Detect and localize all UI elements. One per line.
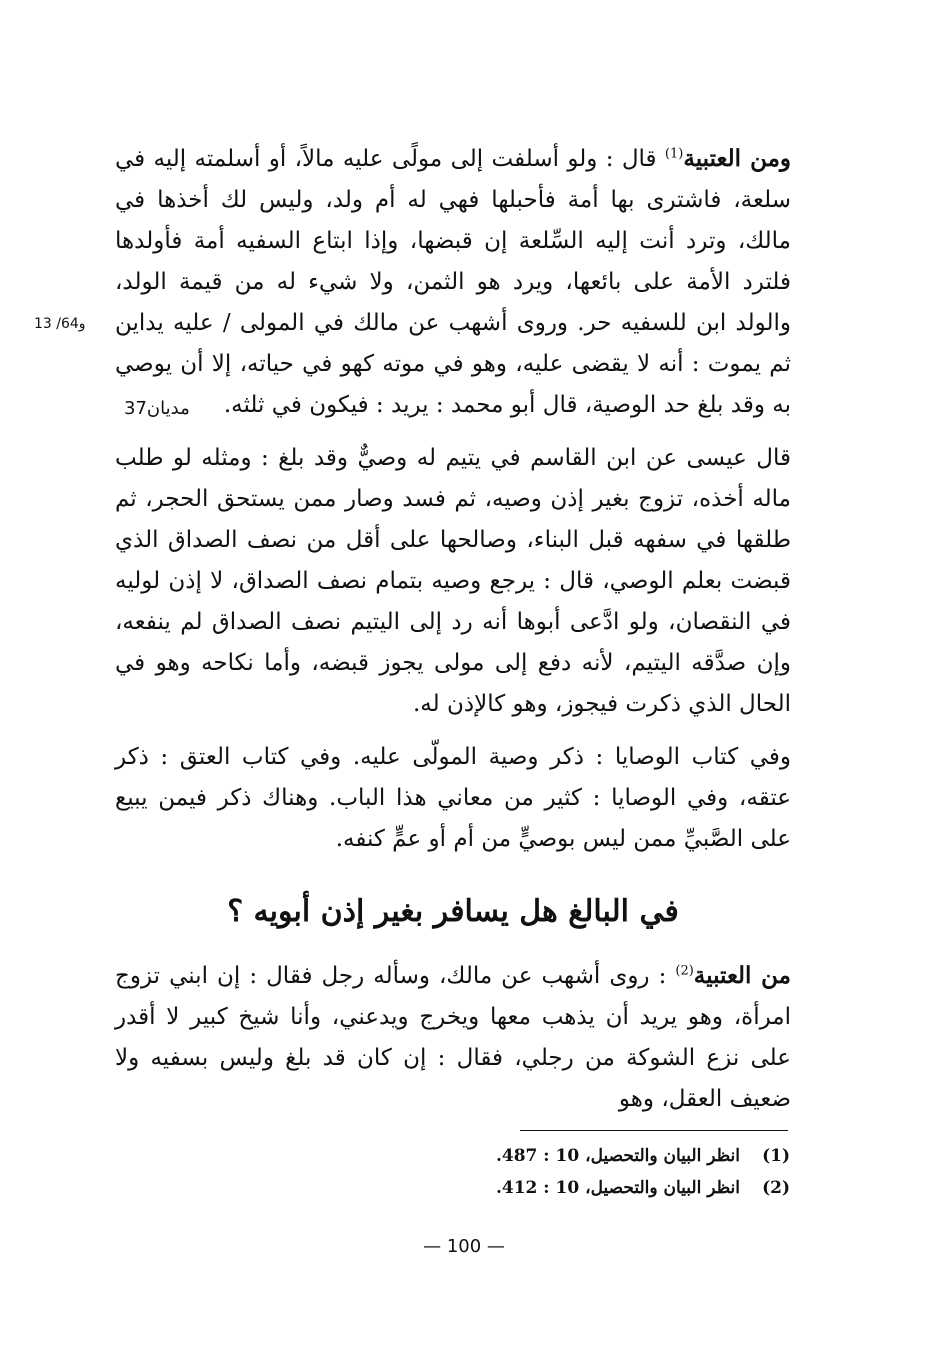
- footnote-number: (1): [762, 1146, 790, 1166]
- paragraph-4: [115, 955, 791, 1120]
- margin-manuscript-ref: 13 /64و: [34, 316, 86, 332]
- footnote-ref-1: (1): [664, 146, 684, 162]
- footnote-ref-2: (2): [675, 963, 694, 979]
- section-heading: في البالغ هل يسافر بغير إذن أبويه ؟: [227, 894, 679, 929]
- paragraph-1-text: قال : ولو أسلفت إلى مولًى عليه مالاً، أو أسلمته إليه في سلعة، فاشترى بها أمة فأحبلها فهي له أم ولد، وليس لك أخذها في مالك، وترد أنت إليه السِّلعة إن قبضها، وإذا ابتاع السفيه أمة فأولدها فلترد الأمة على بائعها، ويرد هو الثمن، ولا شيء له من قيمة الولد، والولد ابن للسفيه حر. وروى أشهب عن مالك في المولى / عليه يداين ثم يموت : أنه لا يقضى عليه، وهو في موته كهو في حياته، إلا أن يوصي به وقد بلغ حد الوصية، قال أبو محمد : يريد : فيكون في ثلثه.: [115, 146, 791, 418]
- footnote-divider: [520, 1130, 788, 1131]
- footnote-1: [420, 1140, 790, 1172]
- paragraph-4-text: : روى أشهب عن مالك، وسأله رجل فقال : إن ابني تزوج امرأة، وهو يريد أن يذهب معها ويخرج ويدعني، وأنا شيخ كبير لا أقدر على نزع الشوكة من رجلي، فقال : إن كان قد بلغ وليس بسفيه ولا ضعيف العقل، وهو: [115, 963, 791, 1112]
- manuscript-page-marker: مديان37: [124, 398, 190, 419]
- source-lead-2: من العتبية: [693, 962, 791, 989]
- page-number: — 100 —: [423, 1236, 505, 1257]
- footnote-number: (2): [762, 1178, 790, 1198]
- footnotes: [420, 1140, 790, 1204]
- source-lead: ومن العتبية: [683, 145, 791, 172]
- footnote-text: انظر البيان والتحصيل، 10 : 487.: [495, 1146, 740, 1166]
- footnote-2: [420, 1172, 790, 1204]
- paragraph-3: وفي كتاب الوصايا : ذكر وصية المولّى عليه. وفي كتاب العتق : ذكر عتقه، وفي الوصايا : كثير من معاني هذا الباب. وهناك ذكر فيمن يبيع على الصَّبيِّ ممن ليس بوصيٍّ من أم أو عمٍّ كنفه.: [115, 744, 791, 852]
- page-body: [115, 138, 791, 1132]
- paragraph-2: قال عيسى عن ابن القاسم في يتيم له وصيٌّ وقد بلغ : ومثله لو طلب ماله أخذه، تزوج بغير إذن وصيه، ثم فسد وصار ممن يستحق الحجر، ثم طلقها في سفهه قبل البناء، وصالحها على أقل من نصف الصداق الذي قبضت بعلم الوصي، قال : يرجع وصيه بتمام نصف الصداق، لا إذن لوليه في النقصان، ولو ادَّعى أبوها أنه رد إلى اليتيم نصف الصداق لم ينفعه، وإن صدَّقه اليتيم، لأنه دفع إلى مولى يجوز قبضه، وأما نكاحه وهو في الحال الذي ذكرت فيجوز، وهو كالإذن له.: [115, 445, 791, 717]
- footnote-text: انظر البيان والتحصيل، 10 : 412.: [495, 1178, 740, 1198]
- paragraph-1: [115, 138, 791, 426]
